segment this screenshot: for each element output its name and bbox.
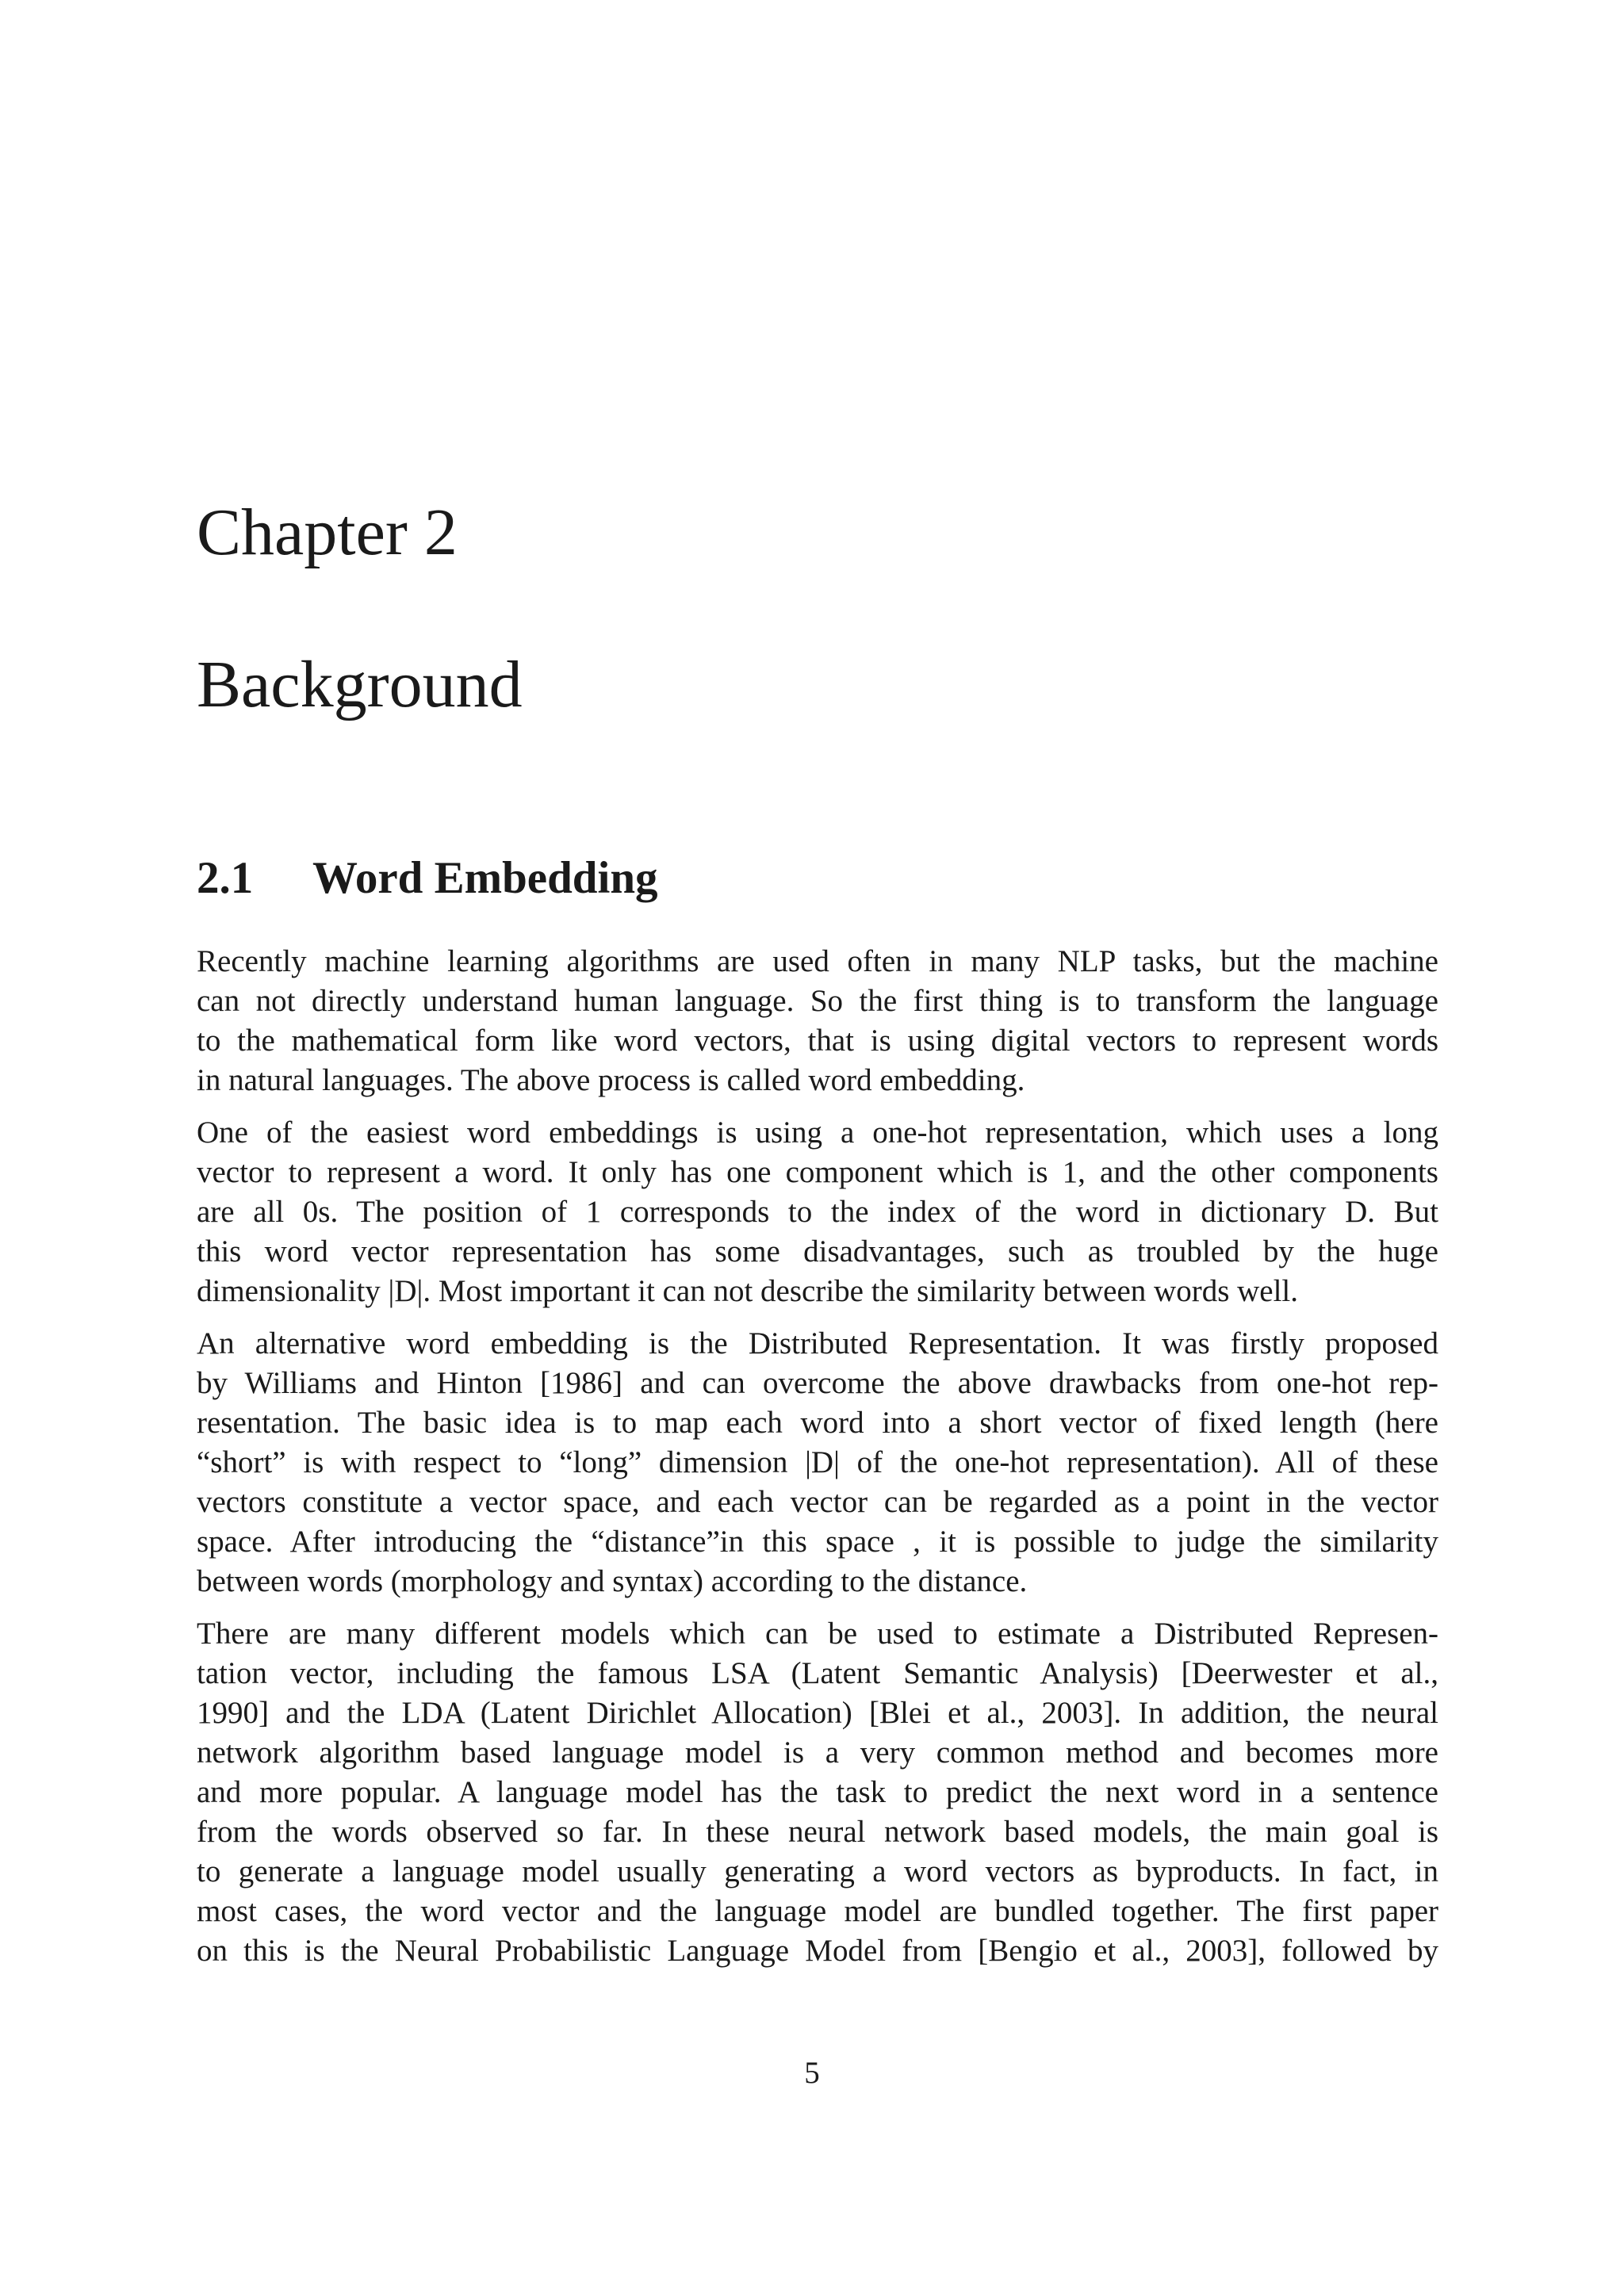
paragraph-4 [197, 1614, 1438, 1971]
text-line: vector to represent a word. It only has one component which is 1, and the other components [197, 1155, 1438, 1189]
text-line: One of the easiest word embeddings is using a one-hot representation, which uses a long [197, 1115, 1438, 1150]
text-line: vectors constitute a vector space, and each vector can be regarded as a point in the vector [197, 1485, 1438, 1519]
body-text [197, 942, 1438, 1984]
text-line: “short” is with respect to “long” dimension |D| of the one-hot representation). All of these [197, 1445, 1438, 1479]
paragraph-3 [197, 1324, 1438, 1601]
text-line: between words (morphology and syntax) according to the distance. [197, 1564, 1028, 1598]
text-line: and more popular. A language model has the task to predict the next word in a sentence [197, 1775, 1438, 1809]
chapter-label: Chapter 2 [197, 496, 458, 569]
paragraph-1 [197, 942, 1438, 1100]
text-line: can not directly understand human language. So the first thing is to transform the language [197, 984, 1438, 1018]
text-line: There are many different models which can be used to estimate a Distributed Represen- [197, 1617, 1438, 1651]
text-line: from the words observed so far. In these neural network based models, the main goal is [197, 1815, 1438, 1849]
text-line: network algorithm based language model is a very common method and becomes more [197, 1735, 1438, 1770]
text-line: in natural languages. The above process is called word embedding. [197, 1063, 1025, 1097]
text-line: 1990] and the LDA (Latent Dirichlet Allocation) [Blei et al., 2003]. In addition, the neural [197, 1696, 1438, 1730]
section-heading [197, 851, 658, 906]
text-line: resentation. The basic idea is to map each word into a short vector of fixed length (here [197, 1406, 1438, 1440]
paragraph-2 [197, 1113, 1438, 1311]
text-line: to generate a language model usually generating a word vectors as byproducts. In fact, in [197, 1854, 1438, 1888]
text-line: are all 0s. The position of 1 corresponds to the index of the word in dictionary D. But [197, 1195, 1438, 1229]
page-number: 5 [804, 2056, 820, 2090]
text-line: space. After introducing the “distance”in this space , it is possible to judge the similarity [197, 1525, 1438, 1559]
text-line: on this is the Neural Probabilistic Language Model from [Bengio et al., 2003], followed by [197, 1934, 1438, 1968]
text-line: Recently machine learning algorithms are used often in many NLP tasks, but the machine [197, 944, 1438, 978]
section-title: Word Embedding [312, 853, 658, 903]
text-line: tation vector, including the famous LSA (Latent Semantic Analysis) [Deerwester et al., [197, 1656, 1438, 1690]
text-line: this word vector representation has some disadvantages, such as troubled by the huge [197, 1234, 1438, 1269]
text-line: dimensionality |D|. Most important it can not describe the similarity between words well. [197, 1274, 1299, 1308]
text-line: to the mathematical form like word vectors, that is using digital vectors to represent words [197, 1024, 1438, 1058]
text-line: by Williams and Hinton [1986] and can overcome the above drawbacks from one-hot rep- [197, 1366, 1438, 1400]
chapter-title: Background [197, 648, 523, 721]
section-number: 2.1 [197, 853, 254, 903]
text-line: most cases, the word vector and the language model are bundled together. The first paper [197, 1894, 1438, 1928]
text-line: An alternative word embedding is the Distributed Representation. It was firstly proposed [197, 1326, 1438, 1360]
